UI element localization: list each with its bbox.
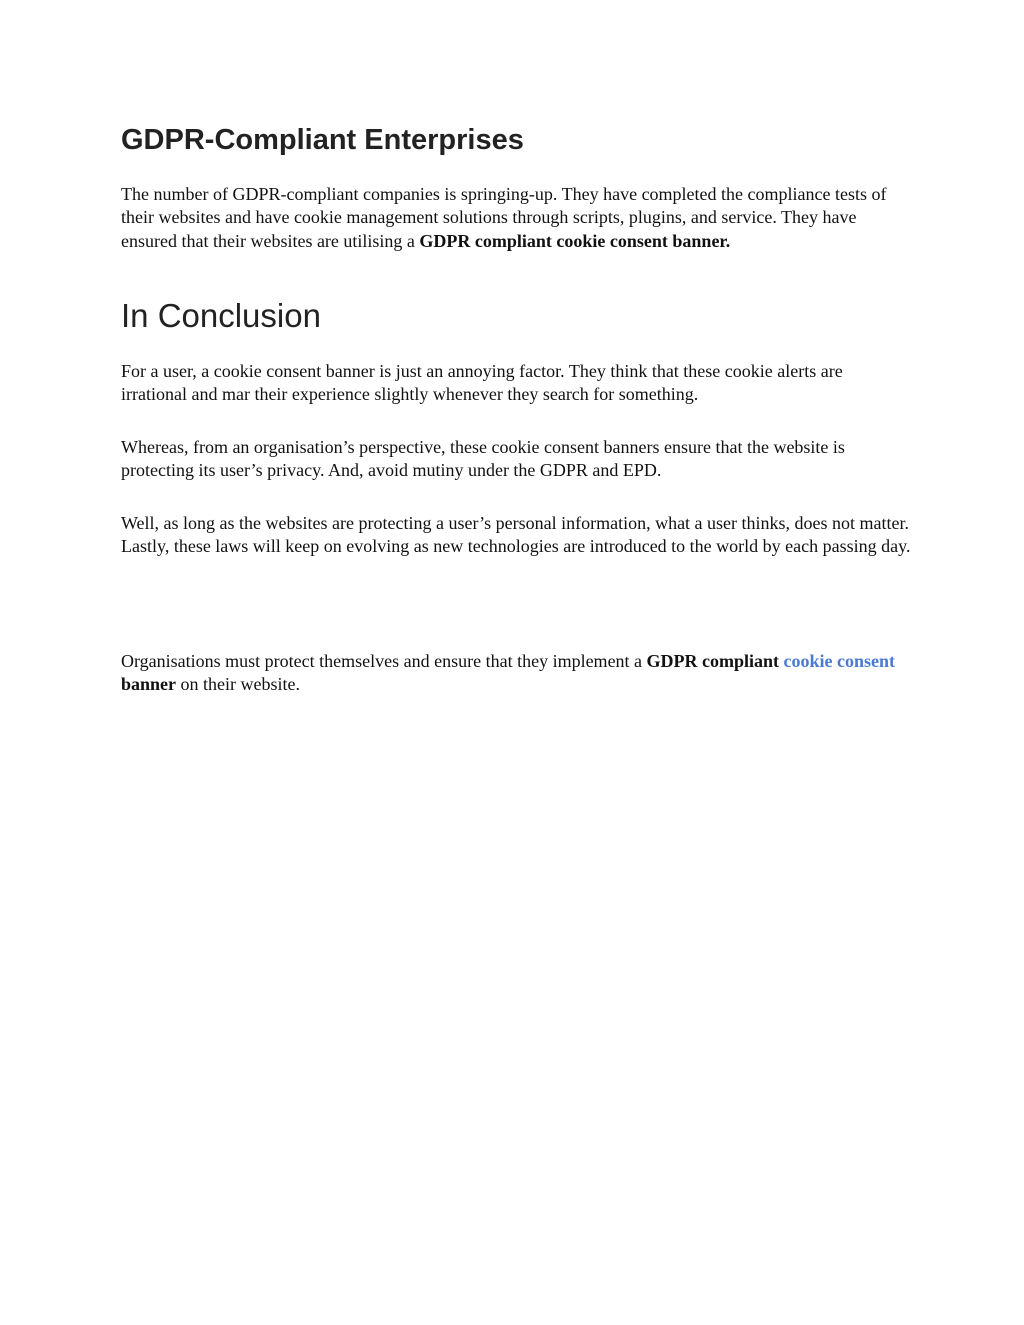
- final-bold-gdpr-compliant: GDPR compliant: [646, 651, 780, 671]
- final-bold-banner: banner: [121, 674, 177, 695]
- paragraph-enterprises-text: The number of GDPR-compliant companies is springing-up. They have completed the compliance tests of their websites and have cookie management solutions through scripts, plugins, and service. They have ensured that their websites are utilising a: [121, 184, 887, 251]
- heading-in-conclusion: In Conclusion: [121, 297, 321, 334]
- paragraph-closing-line1: Well, as long as the websites are protecting a user’s personal information, what a user thinks, does not matter.: [121, 513, 910, 533]
- paragraph-closing: [121, 512, 911, 559]
- paragraph-organisation-view: Whereas, from an organisation’s perspective, these cookie consent banners ensure that the website is protecting its user’s privacy. And, avoid mutiny under the GDPR and EPD.: [121, 437, 845, 481]
- heading-gdpr-compliant-enterprises: GDPR-Compliant Enterprises: [121, 124, 524, 156]
- paragraph-enterprises-bold: GDPR compliant cookie consent banner.: [419, 230, 731, 251]
- paragraph-enterprises: [121, 183, 911, 253]
- paragraph-user-view: For a user, a cookie consent banner is just an annoying factor. They think that these cookie alerts are irrational and mar their experience slightly whenever they search for something.: [121, 361, 843, 405]
- cookie-consent-link[interactable]: cookie consent: [783, 651, 896, 671]
- final-text-before: Organisations must protect themselves and ensure that they implement a: [121, 651, 647, 671]
- paragraph-closing-line2: Lastly, these laws will keep on evolving as new technologies are introduced to the world by each passing day.: [121, 536, 911, 557]
- final-text-after: on their website.: [176, 674, 300, 695]
- paragraph-final: [121, 650, 911, 697]
